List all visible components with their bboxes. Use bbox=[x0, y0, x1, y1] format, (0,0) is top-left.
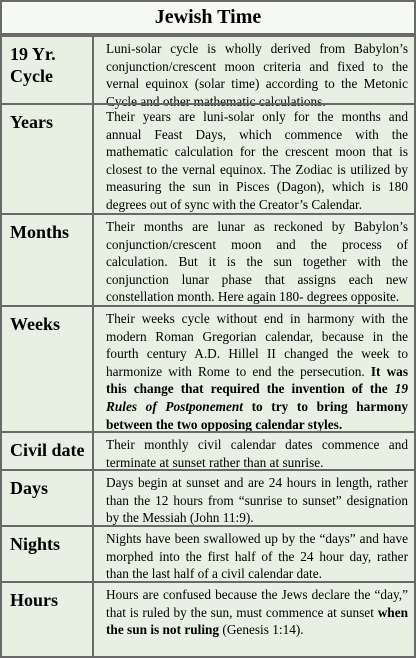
row-description bbox=[96, 583, 414, 658]
table-row-19-yr-cycle bbox=[2, 35, 414, 109]
row-description: Nights have been swallowed up by the “days” and have morphed into the first half of the 24 hour day, rather than the last half of a civil calendar date. bbox=[106, 531, 408, 582]
table-row-hours bbox=[2, 581, 414, 658]
table-row-nights bbox=[2, 525, 414, 583]
weeks-text-bold-2: to try to bring harmony between the two opposing calendar styles. bbox=[106, 398, 408, 432]
row-label: 19 Yr. Cycle bbox=[2, 37, 94, 105]
row-label: Weeks bbox=[2, 307, 94, 433]
weeks-text-bold-italic: 19 Rules of Postponement bbox=[106, 381, 408, 414]
row-label: Civil date bbox=[2, 433, 94, 471]
weeks-text-plain: Their weeks cycle without end in harmony with the modern Roman Gregorian calendar, because in the fourth century A.D. Hillel II changed the week to harmonize with Rome to end the persecution. bbox=[106, 311, 408, 379]
row-description: Luni-solar cycle is wholly derived from Babylon’s conjunction/crescent moon criteria and fixed to the vernal equinox (solar time) according to the Metonic Cycle and other mathematic calculations. bbox=[106, 41, 408, 109]
weeks-text-bold-1: It was this change that required the invention of the bbox=[106, 363, 409, 397]
row-label: Hours bbox=[2, 583, 94, 658]
hours-text-plain-1: Hours are confused because the Jews declare the “day,” that is ruled by the sun, must commence at sunset bbox=[106, 587, 408, 620]
table-row-years bbox=[2, 103, 414, 215]
row-description: Days begin at sunset and are 24 hours in length, rather than the 12 hours from “sunrise to sunset” designation by the Messiah (John 11:9). bbox=[106, 475, 408, 526]
row-description: Their monthly civil calendar dates commence and terminate at sunset rather than at sunrise. bbox=[106, 437, 408, 470]
table-row-weeks bbox=[2, 305, 414, 433]
table-row-civil-date bbox=[2, 431, 414, 471]
row-description: Their months are lunar as reckoned by Babylon’s conjunction/crescent moon and the process of calculation. But it is the sun together with the conjunction lunar phase that assigns each new constellation month. Here again 180- degrees opposite. bbox=[106, 219, 408, 305]
row-description bbox=[96, 307, 414, 433]
hours-text-plain-2: (Genesis 1:14). bbox=[219, 622, 304, 638]
row-label: Months bbox=[2, 215, 94, 307]
row-description: Their years are luni-solar only for the months and annual Feast Days, which commence with the mathematic calculation for the crescent moon that is closest to the vernal equinox. The Zodiac is utilized by measuring the sun in Pisces (Dagon), which is 180 degrees out of sync with the Creator’s Calendar. bbox=[106, 109, 408, 212]
hours-text-bold: when the sun is not ruling bbox=[106, 604, 408, 638]
table-title: Jewish Time bbox=[2, 2, 414, 35]
table-row-days bbox=[2, 469, 414, 527]
row-label: Years bbox=[2, 105, 94, 215]
row-label: Days bbox=[2, 471, 94, 527]
row-label: Nights bbox=[2, 527, 94, 583]
table-row-months bbox=[2, 213, 414, 307]
